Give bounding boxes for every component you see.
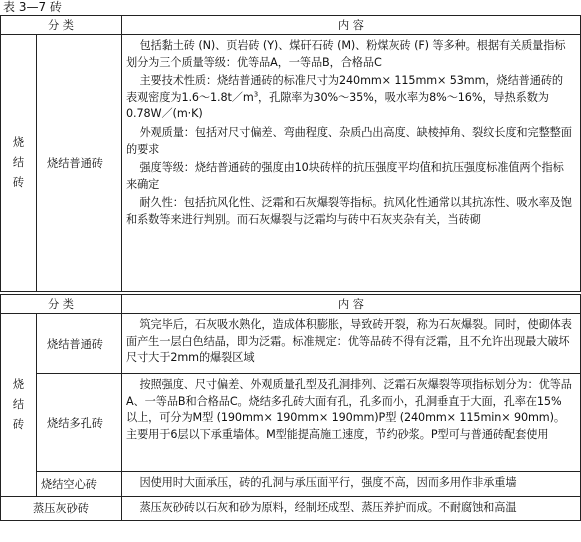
group-char: 砖: [12, 417, 25, 431]
paragraph: 因使用时大面承压，砖的孔洞与承压面平行，强度不高，因而多用作非承重墙: [139, 476, 517, 489]
content-cell: [122, 472, 581, 497]
paragraph: 主要技术性质：烧结普通砖的标准尺寸为240mm× 115mm× 53mm，烧结普通砖的表观密度为$1.6\sim 1.8t/m^3$，孔隙率为30%～35%，吸水率为8%～16%，导热系数为0.78W／(m·K): [126, 74, 564, 121]
paragraph: 筑完毕后，石灰吸水熟化，造成体积膨胀，导致砖开裂，称为石灰爆裂。同时，使砌体表面产生一层白色结晶，即为泛霜。标准规定：优等品砖不得有泛霜，且不允许出现最大破坏尺寸大于2mm的爆裂区域: [126, 318, 572, 365]
paragraph: 包括黏土砖 (N)、页岩砖 (Y)、煤矸石砖 (M)、粉煤灰砖 (F) 等多种。根据有关质量指标划分为三个质量等级：优等品A，一等品B，合格品C: [126, 39, 566, 69]
content-cell: [122, 314, 581, 374]
item-cell: 烧结空心砖: [37, 472, 122, 497]
paragraph: 强度等级：烧结普通砖的强度由10块砖样的抗压强度平均值和抗压强度标准值两个指标来确定: [126, 161, 564, 191]
table-row: [1, 496, 581, 521]
table-header-row: [1, 295, 581, 314]
table-row: [1, 472, 581, 497]
paragraph: 外观质量：包括对尺寸偏差、弯曲程度、杂质凸出高度、缺棱掉角、裂纹长度和完整整面的要求: [126, 125, 572, 156]
paragraph: 耐久性：包括抗风化性、泛霜和石灰爆裂等指标。抗风化性通常以其抗冻性、吸水率及饱和系数等来进行判别。而石灰爆裂与泛霜均与砖中石灰夹杂有关，当砖砌: [126, 196, 572, 226]
table-row: [1, 374, 581, 472]
item-cell: 蒸压灰砂砖: [1, 496, 122, 521]
header-content: 内 容: [122, 16, 581, 35]
table-row: [1, 314, 581, 374]
group-char: 砖: [12, 176, 25, 189]
table-caption: 表 3—7 砖: [3, 0, 62, 14]
table-row: [1, 35, 581, 292]
content-cell: [122, 35, 581, 292]
content-cell: [122, 496, 581, 521]
item-cell: 烧结普通砖: [37, 35, 122, 292]
brick-table-part-2: [0, 294, 581, 521]
paragraph: 按照强度、尺寸偏差、外观质量孔型及孔洞排列、泛霜石灰爆裂等项指标划分为：优等品A、一等品B和合格品C。烧结多孔砖大面有孔，孔多而小，孔洞垂直于大面，孔率在15% 以上，可分为M型 (190mm× 190mm× 190mm)P型 (240mm× 115min× 90mm)。主要用于6层以下承重墙体。M型能提高施工速度，节约砂浆。P型可与普通砖配套使用: [126, 378, 572, 441]
table-header-row: [1, 16, 581, 35]
group-char: 烧: [12, 377, 25, 391]
header-content: 内 容: [122, 295, 581, 314]
content-cell: [122, 374, 581, 472]
paragraph: 蒸压灰砂砖以石灰和砂为原料，经制坯成型、蒸压养护而成。不耐腐蚀和高温: [139, 500, 517, 514]
item-cell: 烧结普通砖: [37, 314, 122, 374]
brick-table-part-1: [0, 15, 581, 292]
item-cell: 烧结多孔砖: [37, 374, 122, 472]
group-char: 烧: [12, 136, 25, 149]
header-category: 分 类: [1, 16, 122, 35]
group-char: 结: [12, 397, 25, 411]
group-cell-sintered-brick: [1, 35, 37, 292]
group-char: 结: [12, 156, 25, 169]
header-category: 分 类: [1, 295, 122, 314]
group-cell-sintered-brick: [1, 314, 37, 497]
